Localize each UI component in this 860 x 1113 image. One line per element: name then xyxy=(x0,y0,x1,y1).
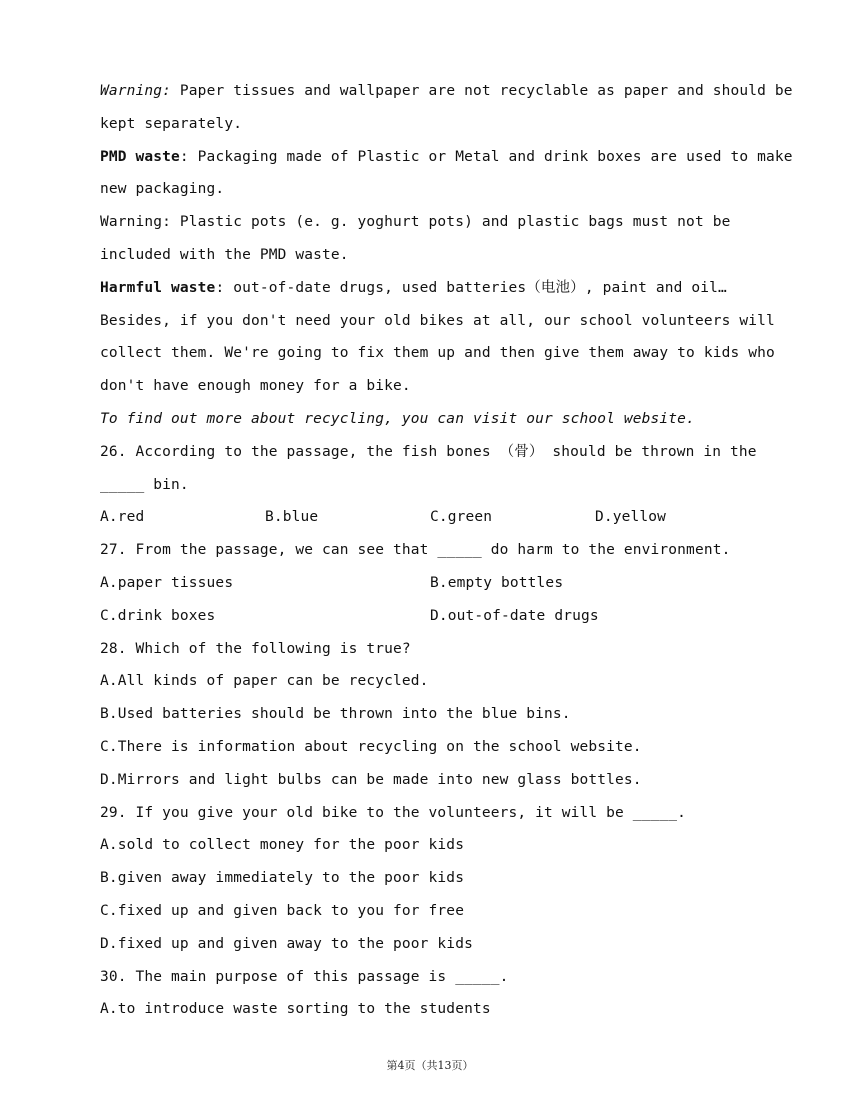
q27-option-a[interactable]: A.paper tissues xyxy=(100,574,234,591)
website-line: To find out more about recycling, you can visit our school website. xyxy=(100,410,695,427)
q30-stem: 30. The main purpose of this passage is _____. xyxy=(100,968,509,985)
warning-text: Paper tissues and wallpaper are not recyclable as paper and should be xyxy=(171,83,793,99)
q29-option-c[interactable]: C.fixed up and given back to you for free xyxy=(100,902,465,919)
q26-stem-cont: _____ bin. xyxy=(100,476,189,493)
q27-options-row-2 xyxy=(100,600,765,633)
besides-line-1: Besides, if you don't need your old bikes at all, our school volunteers will xyxy=(100,312,775,329)
q26-option-a[interactable]: A.red xyxy=(100,509,145,526)
pmd-text: : Packaging made of Plastic or Metal and drink boxes are used to make xyxy=(179,148,793,165)
q29-option-a[interactable]: A.sold to collect money for the poor kids xyxy=(100,837,465,854)
q27-options-row-1 xyxy=(100,567,765,600)
q29-option-d[interactable]: D.fixed up and given away to the poor kids xyxy=(100,935,473,952)
q30-option-a[interactable]: A.to introduce waste sorting to the students xyxy=(100,1001,491,1018)
pmd-waste-cont: new packaging. xyxy=(100,181,225,198)
q27-option-c[interactable]: C.drink boxes xyxy=(100,607,216,624)
pmd-waste-line xyxy=(100,141,793,174)
warning-label: Warning: xyxy=(100,83,172,99)
q28-stem: 28. Which of the following is true? xyxy=(100,640,411,657)
q26-options xyxy=(100,501,765,534)
q26-option-c[interactable]: C.green xyxy=(430,509,493,526)
q28-option-b[interactable]: B.Used batteries should be thrown into the blue bins. xyxy=(100,706,571,723)
pmd-label: PMD waste xyxy=(100,148,180,165)
q28-option-a[interactable]: A.All kinds of paper can be recycled. xyxy=(100,673,429,690)
q28-option-d[interactable]: D.Mirrors and light bulbs can be made into new glass bottles. xyxy=(100,771,642,788)
q27-stem: 27. From the passage, we can see that _____ do harm to the environment. xyxy=(100,542,731,559)
document-page xyxy=(100,75,793,1026)
q29-stem: 29. If you give your old bike to the volunteers, it will be _____. xyxy=(100,804,687,821)
q26-option-d[interactable]: D.yellow xyxy=(595,509,667,526)
warning-paper-line xyxy=(100,75,793,108)
q29-option-b[interactable]: B.given away immediately to the poor kids xyxy=(100,870,465,887)
harmful-waste-line xyxy=(100,272,765,305)
q26-option-b[interactable]: B.blue xyxy=(265,509,319,526)
q27-option-d[interactable]: D.out-of-date drugs xyxy=(430,607,599,624)
q27-option-b[interactable]: B.empty bottles xyxy=(430,574,564,591)
page-footer: 第4页（共13页） xyxy=(386,1059,474,1072)
besides-line-3: don't have enough money for a bike. xyxy=(100,378,411,395)
harmful-text: : out-of-date drugs, used batteries（电池）, paint and oil… xyxy=(215,279,727,296)
besides-line-2: collect them. We're going to fix them up and then give them away to kids who xyxy=(100,345,775,362)
warning-plastic-cont: included with the PMD waste. xyxy=(100,246,349,263)
q26-stem: 26. According to the passage, the fish bones （骨） should be thrown in the xyxy=(100,443,757,460)
harmful-label: Harmful waste xyxy=(100,279,216,296)
q28-option-c[interactable]: C.There is information about recycling on the school website. xyxy=(100,738,642,755)
warning-paper-cont: kept separately. xyxy=(100,115,243,132)
warning-plastic-line: Warning: Plastic pots (e. g. yoghurt pots) and plastic bags must not be xyxy=(100,214,731,231)
